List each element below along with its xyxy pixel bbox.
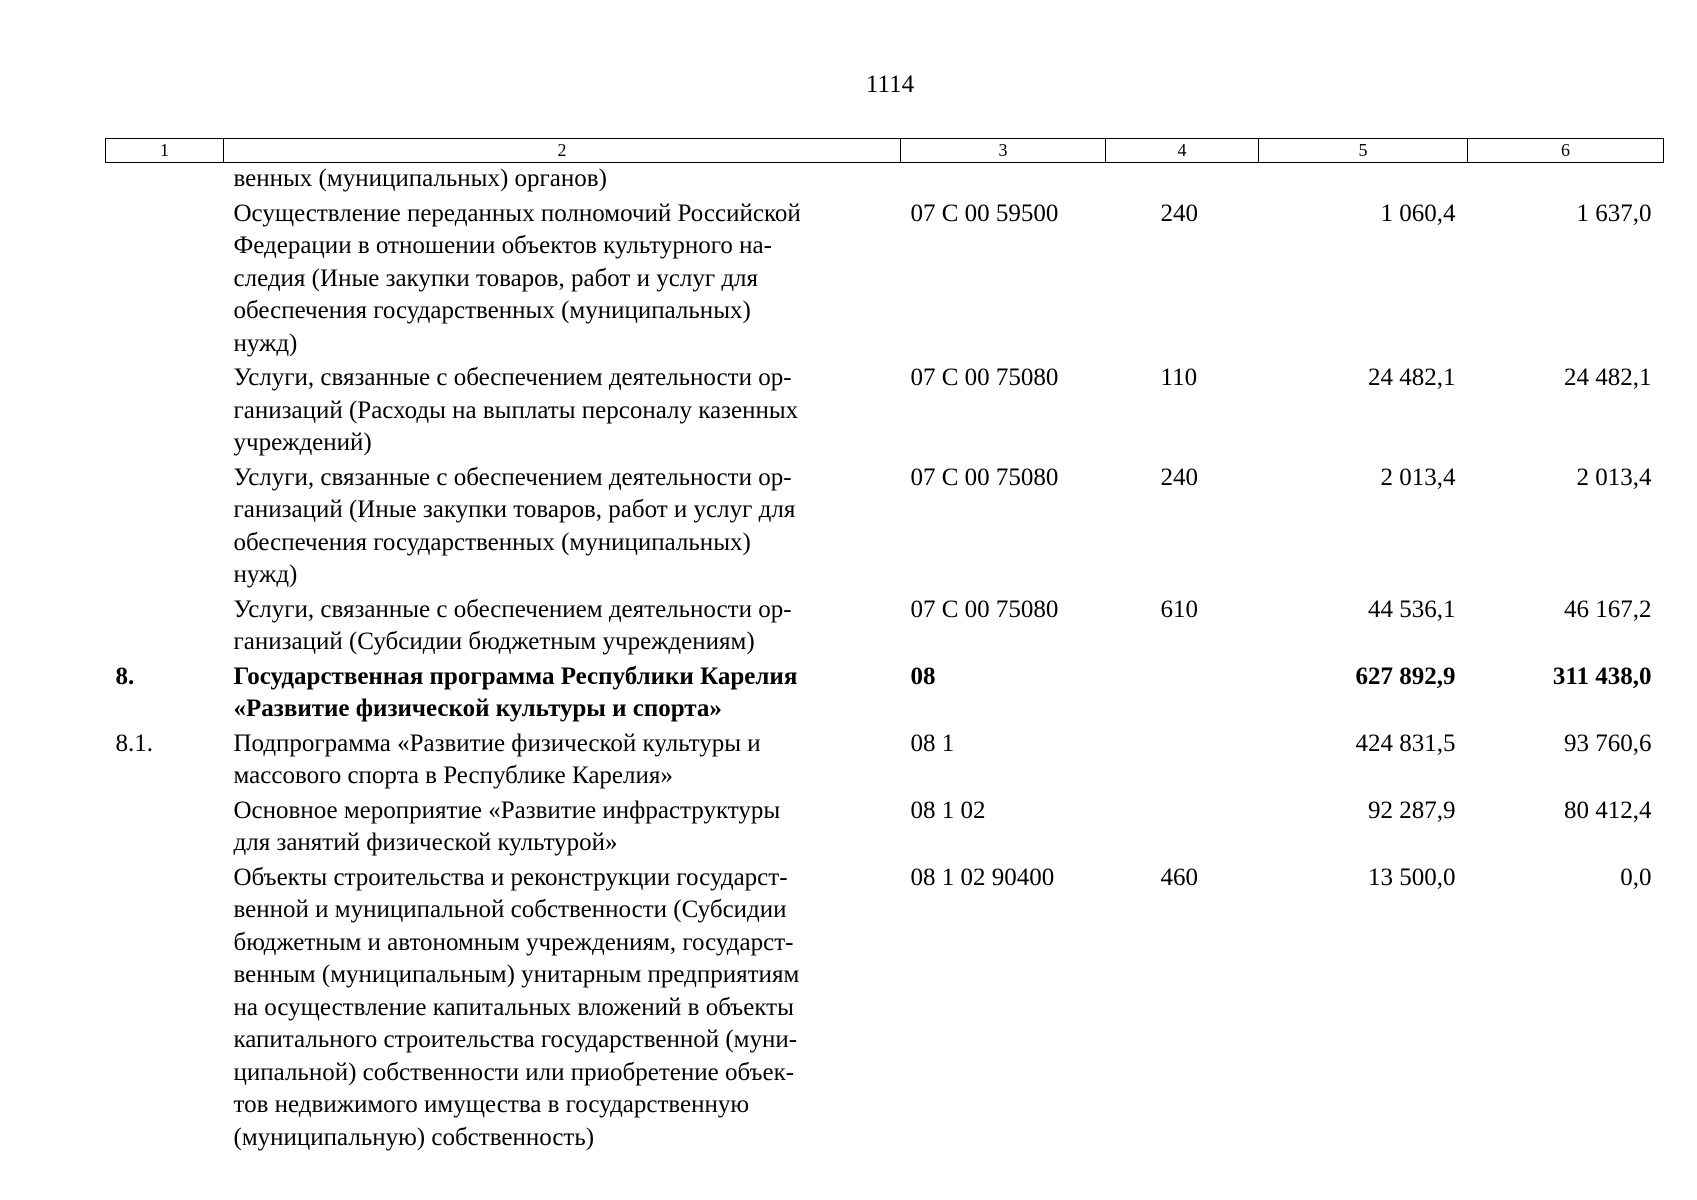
expense-type-code: 610 <box>1160 595 1198 623</box>
row-name-line: на осуществление капитальных вложений в объекты <box>233 993 794 1021</box>
row-name-line: тов недвижимого имущества в государственную <box>233 1091 750 1118</box>
amount-col-5: 424 831,5 <box>1355 729 1456 757</box>
row-name-line: Объекты строительства и реконструкции государст- <box>233 863 788 891</box>
row-name-line: Услуги, связанные с обеспечением деятельности ор- <box>233 364 792 391</box>
row-name <box>224 726 901 793</box>
row-name <box>224 196 901 361</box>
amount-col-6: 80 412,4 <box>1564 796 1652 824</box>
table-row <box>106 196 1664 361</box>
table-row <box>106 360 1664 460</box>
row-number <box>106 793 224 860</box>
table-body <box>106 163 1664 1155</box>
amount-col-5: 2 013,4 <box>1380 463 1456 491</box>
expense-type-code <box>1106 793 1259 860</box>
amount-col-6: 24 482,1 <box>1564 364 1652 391</box>
amount-col-6 <box>1468 163 1664 196</box>
target-article-code: 07 С 00 75080 <box>910 463 1059 491</box>
row-name-line: Федерации в отношении объектов культурного на- <box>233 232 772 259</box>
expense-type-code: 460 <box>1160 863 1198 891</box>
amount-col-5: 92 287,9 <box>1368 796 1456 824</box>
target-article-code: 07 С 00 75080 <box>910 364 1059 391</box>
row-name-line: обеспечения государственных (муниципальных) <box>233 528 751 556</box>
table-row <box>106 793 1664 860</box>
row-name-line: бюджетным и автономным учреждениям, государст- <box>233 928 794 956</box>
amount-col-6: 93 760,6 <box>1564 729 1652 757</box>
row-name-line: для занятий физической культурой» <box>233 829 618 856</box>
expense-type-code: 240 <box>1160 463 1198 491</box>
row-name-line: ганизаций (Субсидии бюджетным учреждениям) <box>233 628 755 655</box>
row-number: 8. <box>115 662 135 690</box>
column-number: 6 <box>1468 139 1664 163</box>
row-name-line: (муниципальную) собственность) <box>233 1123 595 1151</box>
target-article-code: 08 <box>910 662 936 690</box>
table-row <box>106 659 1664 726</box>
column-number: 4 <box>1106 139 1259 163</box>
row-number <box>106 860 224 1155</box>
table-row <box>106 726 1664 793</box>
expense-type-code <box>1106 659 1259 726</box>
target-article-code: 08 1 02 <box>910 796 986 824</box>
amount-col-6: 0,0 <box>1620 863 1652 891</box>
target-article-code: 08 1 02 90400 <box>910 863 1055 891</box>
row-name-line: «Развитие физической культуры и спорта» <box>233 695 722 722</box>
row-name <box>224 860 901 1155</box>
row-name-line: ципальной) собственности или приобретение объек- <box>233 1058 795 1086</box>
row-name-line: венных (муниципальных) органов) <box>233 165 607 192</box>
row-number <box>106 592 224 659</box>
amount-col-5: 13 500,0 <box>1368 863 1456 891</box>
expense-type-code <box>1106 726 1259 793</box>
amount-col-5: 1 060,4 <box>1380 199 1456 227</box>
column-number-row <box>106 139 1664 163</box>
expense-type-code: 110 <box>1160 364 1198 391</box>
row-name-line: Осуществление переданных полномочий Российской <box>233 199 801 227</box>
expense-type-code: 240 <box>1160 199 1198 227</box>
amount-col-5 <box>1259 163 1468 196</box>
row-name-line: Государственная программа Республики Карелия <box>233 662 798 690</box>
amount-col-6: 2 013,4 <box>1576 463 1652 491</box>
amount-col-5: 44 536,1 <box>1368 595 1456 623</box>
row-name-line: нужд) <box>233 561 298 588</box>
table-row <box>106 163 1664 196</box>
amount-col-5: 24 482,1 <box>1368 364 1456 391</box>
row-name-line: учреждений) <box>233 429 372 456</box>
target-article-code: 08 1 <box>910 729 955 757</box>
target-article-code: 07 С 00 75080 <box>910 595 1059 623</box>
amount-col-6: 46 167,2 <box>1564 595 1652 623</box>
expense-type-code <box>1106 163 1259 196</box>
row-number <box>106 163 224 196</box>
table-row <box>106 860 1664 1155</box>
row-name-line: Услуги, связанные с обеспечением деятельности ор- <box>233 595 792 623</box>
row-name <box>224 360 901 460</box>
column-number: 1 <box>106 139 224 163</box>
row-name <box>224 592 901 659</box>
amount-col-6: 1 637,0 <box>1576 199 1652 227</box>
row-name-line: следия (Иные закупки товаров, работ и услуг для <box>233 264 759 292</box>
page-number: 1114 <box>865 71 915 98</box>
row-name-line: венным (муниципальным) унитарным предприятиям <box>233 961 800 988</box>
table-row <box>106 460 1664 592</box>
amount-col-6: 311 438,0 <box>1552 662 1652 690</box>
row-name-line: ганизаций (Иные закупки товаров, работ и услуг для <box>233 496 796 523</box>
row-name-line: нужд) <box>233 329 298 357</box>
row-name-line: ганизаций (Расходы на выплаты персоналу казенных <box>233 396 799 424</box>
row-name <box>224 460 901 592</box>
row-number: 8.1. <box>115 729 153 757</box>
row-number <box>106 196 224 361</box>
row-name-line: Услуги, связанные с обеспечением деятельности ор- <box>233 463 792 491</box>
row-name-line: венной и муниципальной собственности (Субсидии <box>233 896 787 923</box>
row-name <box>224 793 901 860</box>
row-name-line: массового спорта в Республике Карелия» <box>233 762 673 789</box>
column-number: 5 <box>1259 139 1468 163</box>
budget-table <box>105 138 1664 1154</box>
row-name-line: капитального строительства государственной (муни- <box>233 1026 798 1053</box>
row-name-line: Подпрограмма «Развитие физической культуры и <box>233 729 761 757</box>
amount-col-5: 627 892,9 <box>1355 662 1456 690</box>
row-name-line: Основное мероприятие «Развитие инфраструктуры <box>233 796 781 824</box>
row-name <box>224 659 901 726</box>
column-number: 3 <box>901 139 1106 163</box>
target-article-code <box>901 163 1106 196</box>
target-article-code: 07 С 00 59500 <box>910 199 1059 227</box>
column-number: 2 <box>224 139 901 163</box>
row-number <box>106 360 224 460</box>
row-number <box>106 460 224 592</box>
row-name-line: обеспечения государственных (муниципальных) <box>233 297 751 324</box>
table-row <box>106 592 1664 659</box>
row-name <box>224 163 901 196</box>
